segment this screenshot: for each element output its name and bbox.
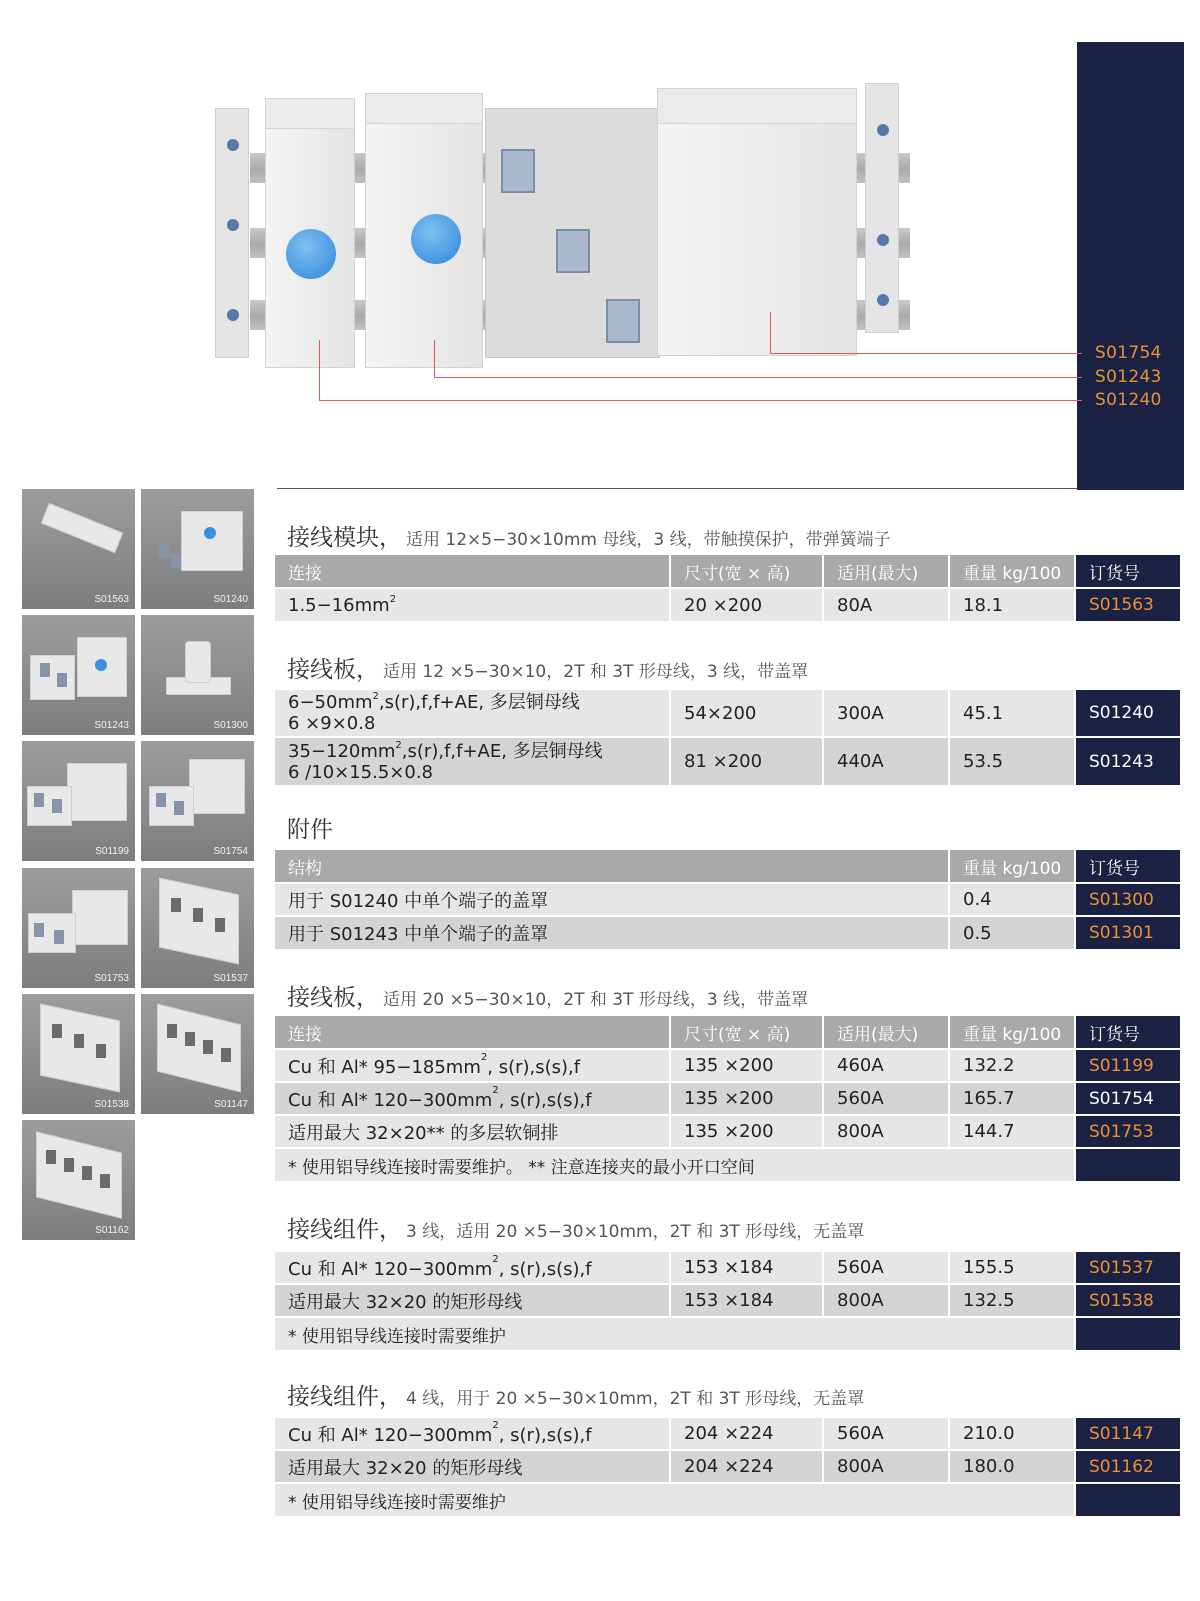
table-row (275, 737, 1180, 785)
module-s01243 (365, 93, 483, 368)
section-title (287, 811, 333, 844)
section-title-text: 附件 (287, 817, 333, 843)
leader-line-s01240 (319, 340, 1082, 401)
cell-weight: 53.5 (949, 737, 1075, 785)
footnote: * 使用铝导线连接时需要维护 (275, 1317, 1075, 1350)
spec-table (275, 1016, 1180, 1181)
cell-order-code: S01162 (1075, 1450, 1180, 1483)
table-footnote-row (275, 1148, 1180, 1181)
module-s01240 (265, 98, 355, 368)
section-subtitle: 适用 12×5−30×10mm 母线，3 线，带触摸保护，带弹簧端子 (406, 530, 891, 550)
cell-order-code: S01563 (1075, 588, 1180, 621)
cell-weight: 144.7 (949, 1115, 1075, 1148)
spec-table (275, 850, 1180, 949)
table-row (275, 883, 1180, 916)
column-header: 连接 (275, 1016, 670, 1049)
cell-weight: 0.4 (949, 883, 1075, 916)
cell-connection: Cu 和 Al* $120-300mm^2$, s(r),s(s),f (275, 1251, 670, 1284)
footnote: * 使用铝导线连接时需要维护。 ** 注意连接夹的最小开口空间 (275, 1148, 1075, 1181)
section-subtitle: 适用 12 ×5−30×10，2T 和 3T 形母线，3 线，带盖罩 (383, 662, 809, 682)
cell-connection: 适用最大 32×20 的矩形母线 (275, 1284, 670, 1317)
cell-order-code: S01301 (1075, 916, 1180, 949)
column-header: 尺寸(宽 × 高) (670, 1016, 823, 1049)
thumbnail (141, 615, 254, 735)
table-row (275, 1284, 1180, 1317)
column-header: 适用(最大) (823, 555, 949, 588)
column-header: 连接 (275, 555, 670, 588)
section-subtitle: 3 线，适用 20 ×5−30×10mm，2T 和 3T 形母线，无盖罩 (406, 1222, 865, 1242)
section-subtitle: 适用 20 ×5−30×10，2T 和 3T 形母线，3 线，带盖罩 (383, 990, 809, 1010)
section-divider (277, 488, 1077, 489)
busbar-support-right (865, 83, 899, 333)
thumbnail-label: S01537 (213, 973, 248, 984)
cell-order-code: S01300 (1075, 883, 1180, 916)
section-title (287, 1211, 864, 1244)
cell-max: 560A (823, 1251, 949, 1284)
thumbnail-label: S01538 (94, 1099, 129, 1110)
thumbnail (22, 1120, 135, 1240)
column-header: 重量 kg/100 (949, 1016, 1075, 1049)
cell-size: 135 ×200 (670, 1082, 823, 1115)
cell-size: 135 ×200 (670, 1049, 823, 1082)
cell-max: 800A (823, 1115, 949, 1148)
callout-code: S01243 (1095, 367, 1162, 387)
cell-weight: 180.0 (949, 1450, 1075, 1483)
footnote: * 使用铝导线连接时需要维护 (275, 1483, 1075, 1516)
thumbnail-label: S01162 (95, 1225, 129, 1236)
table-footnote-row (275, 1483, 1180, 1516)
cell-weight: 0.5 (949, 916, 1075, 949)
column-header: 结构 (275, 850, 949, 883)
cell-weight: 132.2 (949, 1049, 1075, 1082)
table-row (275, 1115, 1180, 1148)
cell-weight: 165.7 (949, 1082, 1075, 1115)
column-header: 订货号 (1075, 1016, 1180, 1049)
cell-order-code: S01754 (1075, 1082, 1180, 1115)
table-header (275, 1016, 1180, 1049)
cell-size: 81 ×200 (670, 737, 823, 785)
cell-connection: Cu 和 Al* $120-300mm^2$, s(r),s(s),f (275, 1082, 670, 1115)
cell-description: 用于 S01240 中单个端子的盖罩 (275, 883, 949, 916)
thumbnail-label: S01753 (94, 973, 129, 984)
thumbnail-label: S01563 (94, 594, 129, 605)
section-title-text: 接线板， (287, 985, 379, 1011)
section-title (287, 1378, 864, 1411)
callout-code: S01754 (1095, 343, 1162, 363)
section-title-text: 接线板， (287, 657, 379, 683)
thumbnail (141, 994, 254, 1114)
cell-weight: 132.5 (949, 1284, 1075, 1317)
cell-connection: $1.5-16mm^2$ (275, 588, 670, 621)
thumbnail (22, 994, 135, 1114)
cell-max: 800A (823, 1450, 949, 1483)
callout-code: S01240 (1095, 390, 1162, 410)
cell-max: 460A (823, 1049, 949, 1082)
column-header: 重量 kg/100 (949, 555, 1075, 588)
table-row (275, 588, 1180, 621)
cell-weight: 210.0 (949, 1417, 1075, 1450)
table-footnote-row (275, 1317, 1180, 1350)
cell-order-code: S01538 (1075, 1284, 1180, 1317)
cell-order-code: S01240 (1075, 689, 1180, 737)
table-row (275, 1049, 1180, 1082)
cell-size: 20 ×200 (670, 588, 823, 621)
cell-weight: 155.5 (949, 1251, 1075, 1284)
cell-size: 153 ×184 (670, 1251, 823, 1284)
table-row (275, 1417, 1180, 1450)
cell-size: 204 ×224 (670, 1450, 823, 1483)
thumbnail (22, 615, 135, 735)
spec-table (275, 1416, 1180, 1516)
open-terminal-block (485, 108, 660, 358)
cell-size: 153 ×184 (670, 1284, 823, 1317)
table-header (275, 850, 1180, 883)
column-header: 订货号 (1075, 850, 1180, 883)
cell-connection: $6-50mm^2,s(r),f,f+AE$, 多层铜母线 6 ×9×0.8 (275, 689, 670, 737)
section-title-text: 接线组件， (287, 1217, 402, 1243)
cell-max: 300A (823, 689, 949, 737)
thumbnail-label: S01240 (213, 594, 248, 605)
cell-max: 440A (823, 737, 949, 785)
cell-connection: Cu 和 Al* $95-185mm^2$, s(r),s(s),f (275, 1049, 670, 1082)
column-header: 订货号 (1075, 555, 1180, 588)
cell-order-code: S01199 (1075, 1049, 1180, 1082)
thumbnail (22, 741, 135, 861)
section-subtitle: 4 线，用于 20 ×5−30×10mm，2T 和 3T 形母线，无盖罩 (406, 1389, 865, 1409)
cell-max: 800A (823, 1284, 949, 1317)
table-row (275, 689, 1180, 737)
column-header: 重量 kg/100 (949, 850, 1075, 883)
cell-connection: 适用最大 32×20 的矩形母线 (275, 1450, 670, 1483)
cell-connection: Cu 和 Al* $120-300mm^2$, s(r),s(s),f (275, 1417, 670, 1450)
table-header (275, 555, 1180, 588)
thumbnail-label: S01147 (214, 1099, 248, 1110)
spec-table (275, 688, 1180, 785)
thumbnail-label: S01754 (213, 846, 248, 857)
section-title-text: 接线模块， (287, 525, 402, 551)
cell-size: 54×200 (670, 689, 823, 737)
thumbnail-label: S01243 (94, 720, 129, 731)
cell-description: 用于 S01243 中单个端子的盖罩 (275, 916, 949, 949)
table-row (275, 1450, 1180, 1483)
spec-table (275, 555, 1180, 621)
section-title (287, 651, 808, 684)
busbar-support-left (215, 108, 249, 358)
cell-max: 560A (823, 1417, 949, 1450)
cell-order-code: S01243 (1075, 737, 1180, 785)
table-row (275, 1251, 1180, 1284)
cell-size: 204 ×224 (670, 1417, 823, 1450)
thumbnail (141, 868, 254, 988)
cell-connection: $35-120mm^2,s(r),f,f+AE$, 多层铜母线 6 /10×15.5×0.8 (275, 737, 670, 785)
cell-order-code: S01147 (1075, 1417, 1180, 1450)
thumbnail (141, 741, 254, 861)
cell-order-code: S01537 (1075, 1251, 1180, 1284)
thumbnail (141, 489, 254, 609)
thumbnail (22, 868, 135, 988)
thumbnail-label: S01199 (95, 846, 129, 857)
section-title-text: 接线组件， (287, 1384, 402, 1410)
thumbnail (22, 489, 135, 609)
cell-max: 80A (823, 588, 949, 621)
cell-order-code: S01753 (1075, 1115, 1180, 1148)
section-title (287, 519, 891, 552)
table-row (275, 916, 1180, 949)
column-header: 尺寸(宽 × 高) (670, 555, 823, 588)
cell-max: 560A (823, 1082, 949, 1115)
cell-size: 135 ×200 (670, 1115, 823, 1148)
spec-table (275, 1250, 1180, 1350)
navy-side-panel (1077, 42, 1184, 490)
cell-weight: 18.1 (949, 588, 1075, 621)
cell-weight: 45.1 (949, 689, 1075, 737)
section-title (287, 979, 808, 1012)
cell-connection: 适用最大 32×20** 的多层软铜排 (275, 1115, 670, 1148)
column-header: 适用(最大) (823, 1016, 949, 1049)
table-row (275, 1082, 1180, 1115)
thumbnail-label: S01300 (213, 720, 248, 731)
